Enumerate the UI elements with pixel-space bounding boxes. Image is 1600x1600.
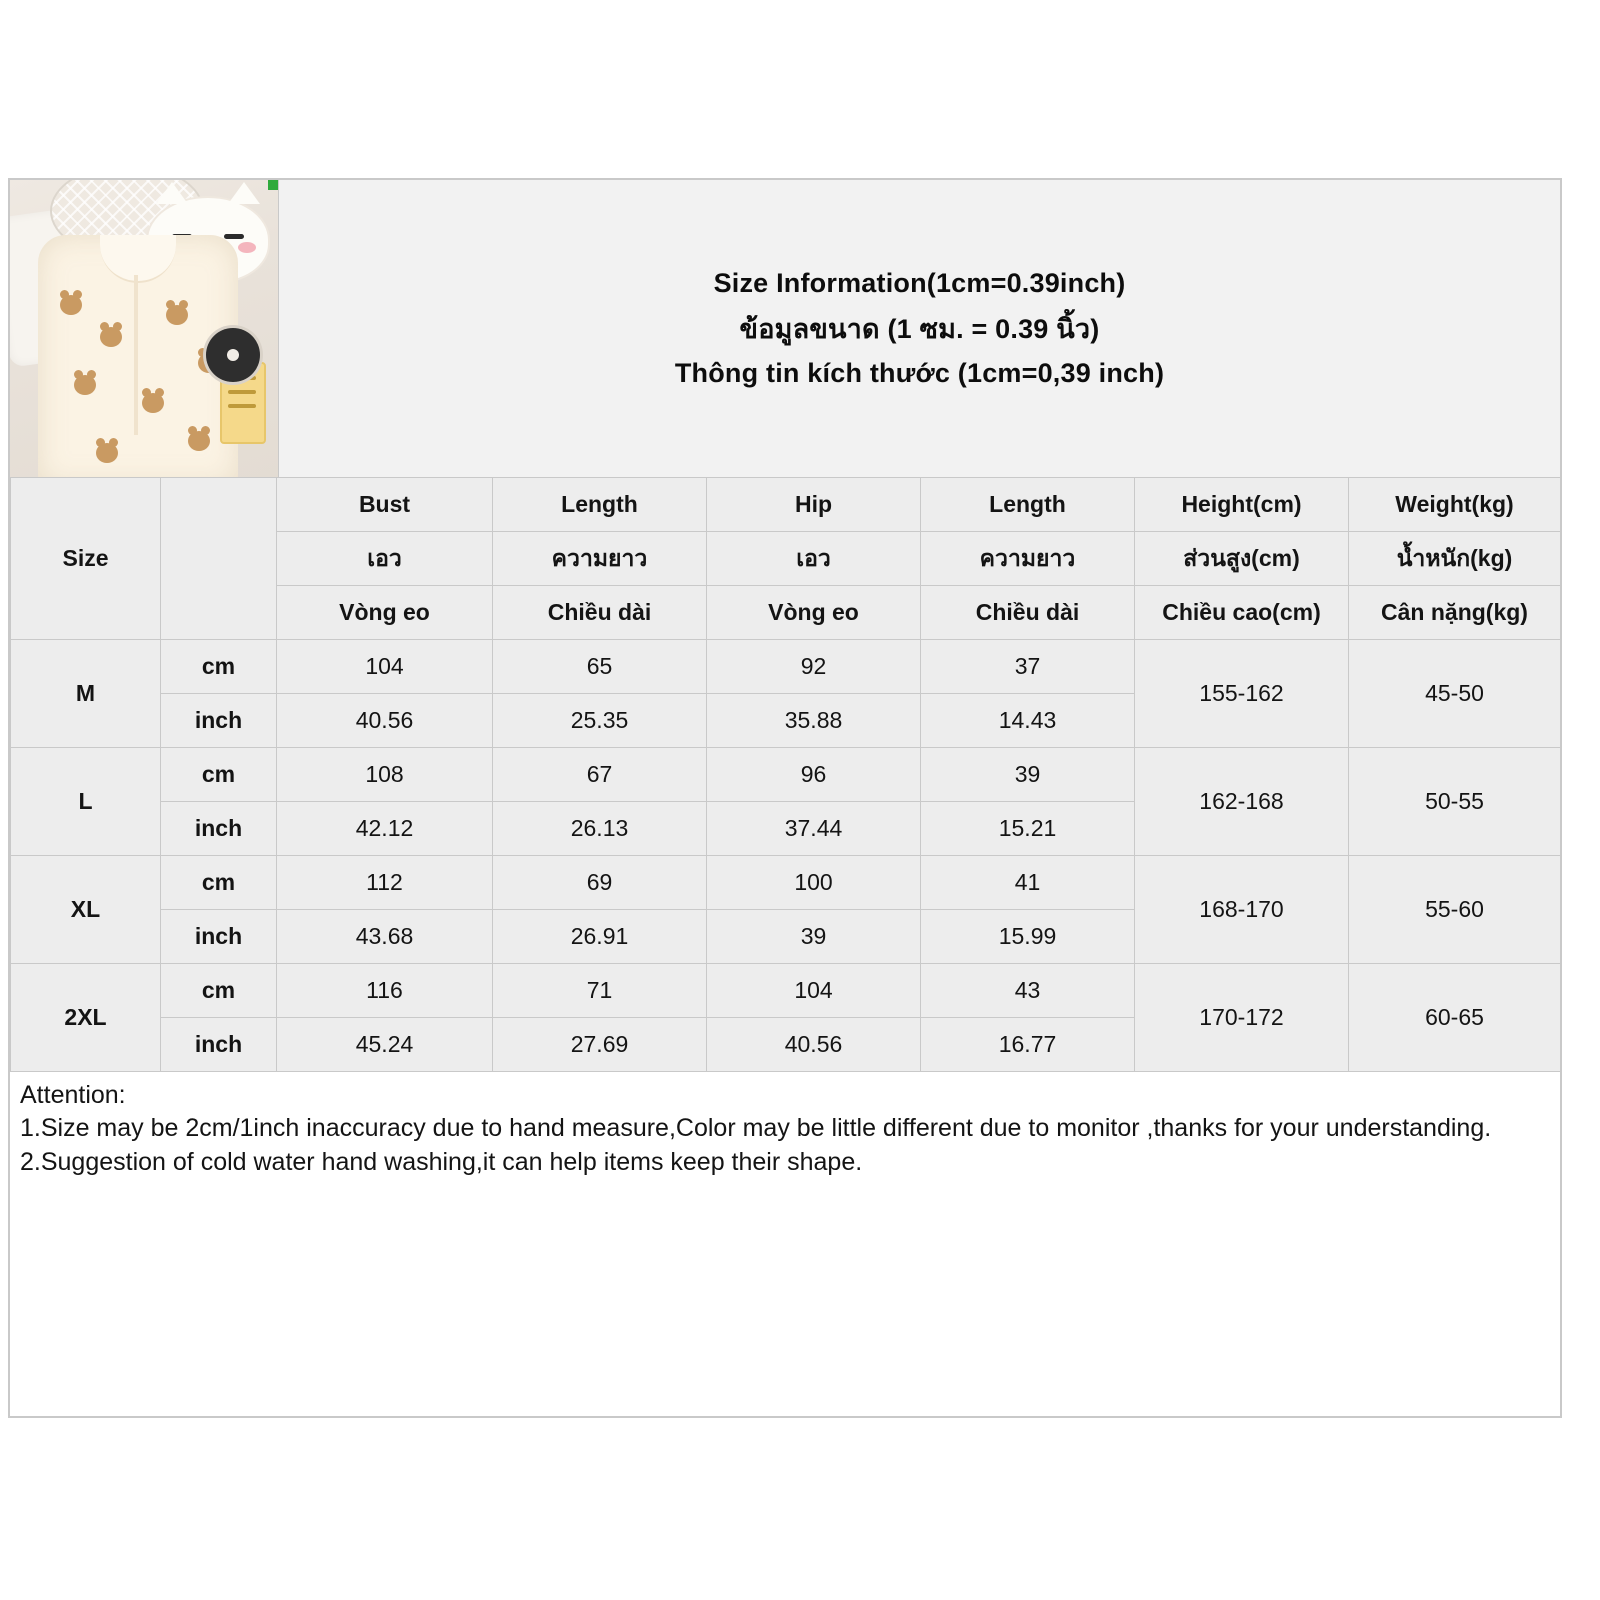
col-header-hip-vi: Vòng eo <box>707 586 921 640</box>
row-unit-inch: inch <box>161 802 277 856</box>
col-header-length2-th: ความยาว <box>921 532 1135 586</box>
attention-note-1: 1.Size may be 2cm/1inch inaccuracy due to hand measure,Color may be little different due to monitor ,thanks for your understanding. <box>20 1114 1492 1143</box>
product-photo <box>10 180 278 477</box>
tag-line <box>228 404 256 408</box>
col-header-weight-vi: Cân nặng(kg) <box>1349 586 1561 640</box>
col-header-bust-th: เอว <box>277 532 493 586</box>
pajama-collar <box>100 235 176 283</box>
row-unit-inch: inch <box>161 694 277 748</box>
cell-xl-weight: 55-60 <box>1349 856 1561 964</box>
title-block <box>278 180 1560 477</box>
cell-m-inch-length2: 14.43 <box>921 694 1135 748</box>
row-unit-inch: inch <box>161 1018 277 1072</box>
pajama-placket <box>134 275 138 435</box>
cell-l-cm-hip: 96 <box>707 748 921 802</box>
col-header-hip-th: เอว <box>707 532 921 586</box>
cell-xl-cm-length1: 69 <box>493 856 707 910</box>
table-row <box>11 964 1561 1018</box>
cell-l-inch-hip: 37.44 <box>707 802 921 856</box>
col-header-weight-th: น้ำหนัก(kg) <box>1349 532 1561 586</box>
title-thai: ข้อมูลขนาด (1 ซม. = 0.39 นิ้ว) <box>739 314 1100 344</box>
cell-2xl-inch-length1: 27.69 <box>493 1018 707 1072</box>
header-area <box>10 180 1560 477</box>
col-header-length2-vi: Chiều dài <box>921 586 1135 640</box>
vinyl-record-prop <box>206 328 260 382</box>
col-header-length1-th: ความยาว <box>493 532 707 586</box>
bear-print-icon <box>142 393 164 413</box>
cell-2xl-cm-hip: 104 <box>707 964 921 1018</box>
title-english: Size Information(1cm=0.39inch) <box>713 268 1126 298</box>
mask-eye-right <box>224 234 244 239</box>
tag-line <box>228 390 256 394</box>
cell-l-inch-bust: 42.12 <box>277 802 493 856</box>
table-row <box>11 748 1561 802</box>
green-marker <box>268 180 278 190</box>
cell-xl-inch-hip: 39 <box>707 910 921 964</box>
row-unit-cm: cm <box>161 856 277 910</box>
row-unit-cm: cm <box>161 748 277 802</box>
cell-m-inch-length1: 25.35 <box>493 694 707 748</box>
table-row <box>11 856 1561 910</box>
row-unit-cm: cm <box>161 964 277 1018</box>
cell-2xl-weight: 60-65 <box>1349 964 1561 1072</box>
col-header-length1-vi: Chiều dài <box>493 586 707 640</box>
cell-m-height: 155-162 <box>1135 640 1349 748</box>
size-header-cell: Size <box>11 478 161 640</box>
cell-xl-cm-length2: 41 <box>921 856 1135 910</box>
bear-print-icon <box>166 305 188 325</box>
size-chart-page <box>8 178 1562 1418</box>
cell-2xl-inch-hip: 40.56 <box>707 1018 921 1072</box>
cell-m-cm-length2: 37 <box>921 640 1135 694</box>
cell-l-cm-length1: 67 <box>493 748 707 802</box>
col-header-length2-en: Length <box>921 478 1135 532</box>
col-header-height-th: ส่วนสูง(cm) <box>1135 532 1349 586</box>
size-table <box>10 477 1561 1072</box>
cell-l-inch-length2: 15.21 <box>921 802 1135 856</box>
cell-xl-inch-bust: 43.68 <box>277 910 493 964</box>
bear-print-icon <box>100 327 122 347</box>
cell-2xl-cm-length2: 43 <box>921 964 1135 1018</box>
cell-l-height: 162-168 <box>1135 748 1349 856</box>
cell-m-inch-bust: 40.56 <box>277 694 493 748</box>
cell-xl-cm-bust: 112 <box>277 856 493 910</box>
cell-m-weight: 45-50 <box>1349 640 1561 748</box>
unit-header-cell <box>161 478 277 640</box>
table-row <box>11 640 1561 694</box>
bear-print-icon <box>188 431 210 451</box>
col-header-length1-en: Length <box>493 478 707 532</box>
cell-2xl-cm-length1: 71 <box>493 964 707 1018</box>
row-size-l: L <box>11 748 161 856</box>
col-header-bust-vi: Vòng eo <box>277 586 493 640</box>
attention-block <box>10 1072 1560 1178</box>
col-header-hip-en: Hip <box>707 478 921 532</box>
attention-note-2: 2.Suggestion of cold water hand washing,it can help items keep their shape. <box>20 1147 863 1176</box>
cell-m-cm-bust: 104 <box>277 640 493 694</box>
row-unit-cm: cm <box>161 640 277 694</box>
cell-xl-inch-length2: 15.99 <box>921 910 1135 964</box>
bear-print-icon <box>60 295 82 315</box>
col-header-height-vi: Chiều cao(cm) <box>1135 586 1349 640</box>
cell-2xl-cm-bust: 116 <box>277 964 493 1018</box>
cell-xl-inch-length1: 26.91 <box>493 910 707 964</box>
bear-print-icon <box>74 375 96 395</box>
title-vietnamese: Thông tin kích thước (1cm=0,39 inch) <box>674 358 1165 388</box>
cell-m-cm-hip: 92 <box>707 640 921 694</box>
row-unit-inch: inch <box>161 910 277 964</box>
col-header-weight-en: Weight(kg) <box>1349 478 1561 532</box>
cell-2xl-height: 170-172 <box>1135 964 1349 1072</box>
cell-2xl-inch-length2: 16.77 <box>921 1018 1135 1072</box>
cell-l-cm-length2: 39 <box>921 748 1135 802</box>
cell-l-cm-bust: 108 <box>277 748 493 802</box>
cell-m-inch-hip: 35.88 <box>707 694 921 748</box>
mask-blush-right <box>238 242 256 253</box>
col-header-height-en: Height(cm) <box>1135 478 1349 532</box>
cell-xl-height: 168-170 <box>1135 856 1349 964</box>
col-header-bust-en: Bust <box>277 478 493 532</box>
row-size-2xl: 2XL <box>11 964 161 1072</box>
cell-l-inch-length1: 26.13 <box>493 802 707 856</box>
row-size-m: M <box>11 640 161 748</box>
cell-m-cm-length1: 65 <box>493 640 707 694</box>
cell-l-weight: 50-55 <box>1349 748 1561 856</box>
bear-print-icon <box>96 443 118 463</box>
cell-2xl-inch-bust: 45.24 <box>277 1018 493 1072</box>
table-header-row-en <box>11 478 1561 532</box>
row-size-xl: XL <box>11 856 161 964</box>
attention-heading: Attention: <box>20 1081 126 1109</box>
cell-xl-cm-hip: 100 <box>707 856 921 910</box>
